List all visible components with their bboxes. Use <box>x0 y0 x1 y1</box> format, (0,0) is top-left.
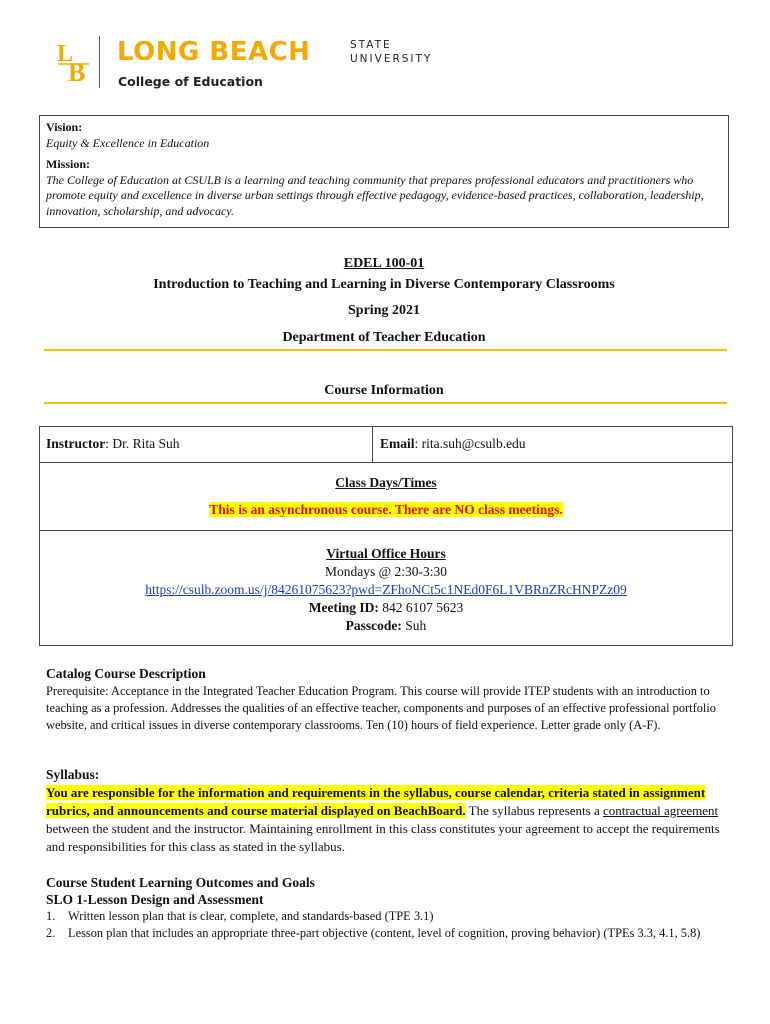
svg-text:L: L <box>57 41 74 67</box>
page-header <box>56 36 476 92</box>
catalog-text: Prerequisite: Acceptance in the Integrated Teacher Education Program. This course will provide ITEP students with an introduction to teaching as a profession. Addresses the qualities of an effective teacher, components and purposes of an effective professional portfolio website, and critical issues in diverse contemporary classrooms. Ten (10) hours of field experience. Letter grade only (A-F). <box>46 683 716 732</box>
class-days-row <box>40 462 732 531</box>
class-days-heading: Class Days/Times <box>335 475 437 490</box>
list-item <box>46 925 730 942</box>
instructor-cell <box>46 436 180 452</box>
mission-text: The College of Education at CSULB is a learning and teaching community that prepares professional educators and practitioners who promote equity and excellence in diverse urban settings through effective pedagogy, evidence-based practices, collaboration, leadership, innovation, scholarship, and advocacy. <box>46 172 704 218</box>
syllabus-text-1: The syllabus represents a <box>465 803 603 818</box>
svg-text:B: B <box>68 58 86 85</box>
syllabus-section <box>46 766 730 856</box>
catalog-section <box>46 665 730 734</box>
gold-divider-1 <box>44 349 727 351</box>
slo-heading: SLO 1-Lesson Design and Assessment <box>46 892 264 907</box>
office-hours-heading: Virtual Office Hours <box>326 546 446 561</box>
university-state: STATE <box>350 39 392 51</box>
department-name: Department of Teacher Education <box>282 330 486 345</box>
vision-mission-box <box>39 115 729 228</box>
cell-divider <box>372 427 373 462</box>
course-info-heading: Course Information <box>324 383 444 398</box>
vision-label: Vision: <box>46 120 83 134</box>
list-item-text: Written lesson plan that is clear, complete, and standards-based (TPE 3.1) <box>68 909 434 923</box>
office-hours-row <box>40 530 732 645</box>
email-value: : rita.suh@csulb.edu <box>414 436 526 451</box>
syllabus-heading: Syllabus: <box>46 767 100 782</box>
meeting-id-value: 842 6107 5623 <box>378 600 464 615</box>
passcode-value: Suh <box>401 618 427 633</box>
instructor-label: Instructor <box>46 436 106 451</box>
meeting-id <box>40 599 732 617</box>
vision-text: Equity & Excellence in Education <box>46 135 210 150</box>
syllabus-text-2: between the student and the instructor. Maintaining enrollment in this class constitutes your agreement to accept the requirements and responsibilities for this class as stated in the syllabus. <box>46 821 720 854</box>
list-item-text: Lesson plan that includes an appropriate three-part objective (content, level of cognition, proving behavior) (TPEs 3.3, 4.1, 5.8) <box>68 926 701 940</box>
zoom-link[interactable]: https://csulb.zoom.us/j/84261075623?pwd=ZFhoNCt5c1NEd0F6L1VBRnZRcHNPZz09 <box>145 582 627 597</box>
office-hours-time: Mondays @ 2:30-3:30 <box>325 564 447 579</box>
list-item <box>46 908 730 925</box>
contractual-agreement: contractual agreement <box>602 803 719 818</box>
syllabus-paragraph <box>46 784 730 856</box>
course-code: EDEL 100-01 <box>343 256 425 271</box>
syllabus-highlight: You are responsible for the information and requirements in the syllabus, course calendar, criteria stated in assignment rubrics, and announcements and course material displayed on BeachBoard. <box>46 785 706 818</box>
instructor-row <box>40 427 732 463</box>
outcomes-list <box>46 908 730 942</box>
instructor-value: : Dr. Rita Suh <box>105 436 180 451</box>
email-cell <box>380 436 526 452</box>
passcode-label: Passcode: <box>345 618 402 633</box>
async-notice-text: This is an asynchronous course. There are NO class meetings. <box>209 502 563 517</box>
course-term: Spring 2021 <box>348 303 420 318</box>
university-name: LONG BEACH <box>117 37 311 67</box>
meeting-id-label: Meeting ID: <box>308 600 379 615</box>
mission-label: Mission: <box>46 157 91 171</box>
list-item-number: 2. <box>46 926 56 940</box>
passcode <box>40 617 732 635</box>
outcomes-heading: Course Student Learning Outcomes and Goals <box>46 875 315 890</box>
email-label: Email <box>380 436 415 451</box>
lb-monogram-logo <box>56 39 92 85</box>
async-notice <box>40 502 732 518</box>
gold-divider-2 <box>44 402 727 404</box>
course-name: Introduction to Teaching and Learning in Diverse Contemporary Classrooms <box>153 277 615 292</box>
course-info-table <box>39 426 733 646</box>
outcomes-section <box>46 874 730 942</box>
list-item-number: 1. <box>46 909 56 923</box>
logo-divider <box>99 36 100 88</box>
university-word: UNIVERSITY <box>350 53 433 65</box>
catalog-heading: Catalog Course Description <box>46 666 206 681</box>
college-name: College of Education <box>118 74 263 89</box>
